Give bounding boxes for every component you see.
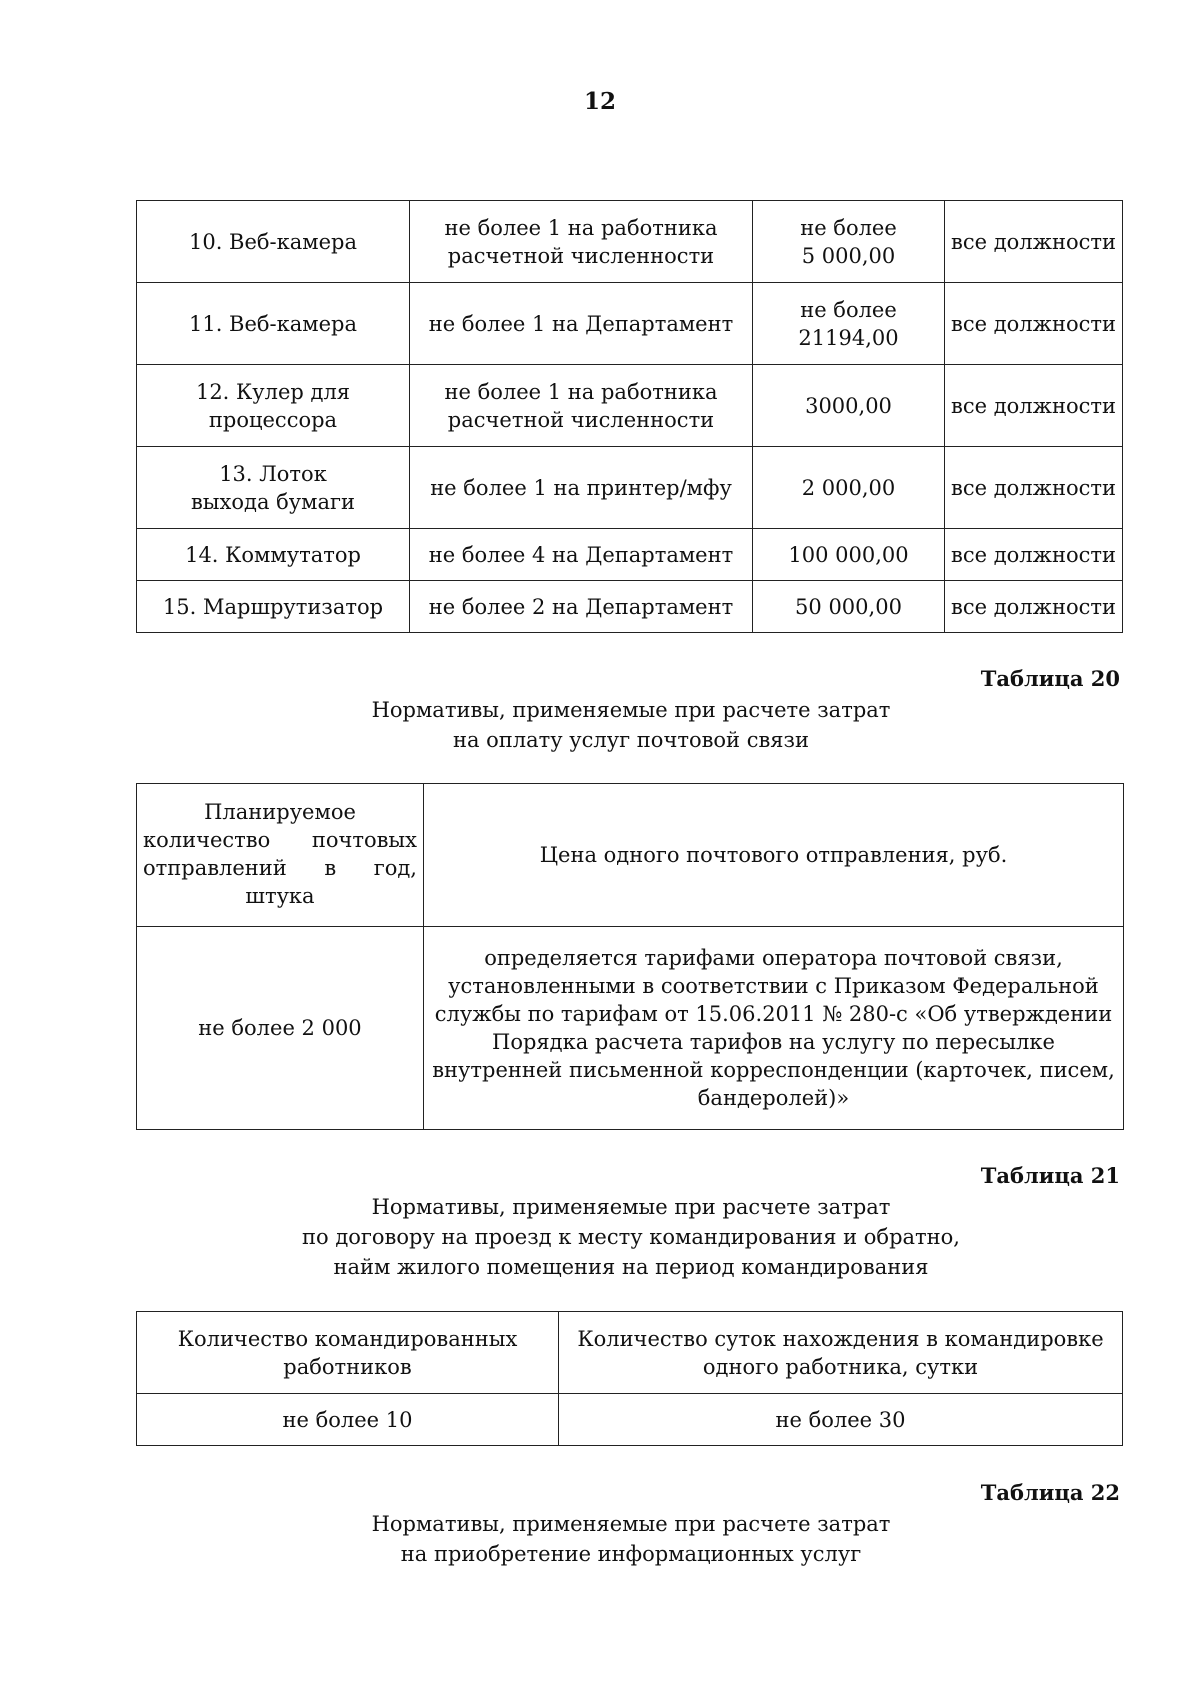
table-row — [137, 927, 1124, 1130]
item-name: 10. Веб-камера — [137, 201, 410, 283]
table-row — [137, 201, 1123, 283]
table-row — [137, 581, 1123, 633]
table-row — [137, 1394, 1123, 1446]
item-price: не более 21194,00 — [753, 283, 945, 365]
header-price: Цена одного почтового отправления, руб. — [424, 784, 1124, 927]
planned-quantity-value: не более 2 000 — [137, 927, 424, 1130]
days-count-value: не более 30 — [559, 1394, 1123, 1446]
item-name: 11. Веб-камера — [137, 283, 410, 365]
header-planned-quantity: Планируемое количество почтовых отправлений в год, штука — [137, 784, 424, 927]
travel-norms-table — [136, 1311, 1123, 1446]
table-21-caption: Нормативы, применяемые при расчете затрат по договору на проезд к месту командирования и обратно, найм жилого помещения на период командирования — [302, 1195, 960, 1279]
item-norm: не более 1 на Департамент — [410, 283, 753, 365]
table-22-label: Таблица 22 — [980, 1480, 1120, 1505]
item-norm: не более 4 на Департамент — [410, 529, 753, 581]
postal-norms-table — [136, 783, 1124, 1130]
table-header-row — [137, 784, 1124, 927]
item-price: 50 000,00 — [753, 581, 945, 633]
table-row — [137, 529, 1123, 581]
item-position: все должности — [945, 201, 1123, 283]
item-position: все должности — [945, 365, 1123, 447]
table-row — [137, 447, 1123, 529]
table-header-row — [137, 1312, 1123, 1394]
table-20-caption: Нормативы, применяемые при расчете затрат на оплату услуг почтовой связи — [371, 698, 891, 752]
item-norm: не более 2 на Департамент — [410, 581, 753, 633]
header-days-count: Количество суток нахождения в командировке одного работника, сутки — [559, 1312, 1123, 1394]
employees-count-value: не более 10 — [137, 1394, 559, 1446]
item-price: 2 000,00 — [753, 447, 945, 529]
table-row — [137, 365, 1123, 447]
table-22-caption: Нормативы, применяемые при расчете затрат на приобретение информационных услуг — [371, 1512, 891, 1566]
page-number: 12 — [583, 88, 616, 115]
item-norm: не более 1 на работника расчетной численности — [410, 201, 753, 283]
item-name: 15. Маршрутизатор — [137, 581, 410, 633]
item-price: 3000,00 — [753, 365, 945, 447]
item-name: 14. Коммутатор — [137, 529, 410, 581]
table-row — [137, 283, 1123, 365]
item-position: все должности — [945, 529, 1123, 581]
header-employees-count: Количество командированных работников — [137, 1312, 559, 1394]
item-position: все должности — [945, 283, 1123, 365]
item-name: 12. Кулер для процессора — [137, 365, 410, 447]
equipment-norms-table — [136, 200, 1123, 633]
item-norm: не более 1 на принтер/мфу — [410, 447, 753, 529]
price-value: определяется тарифами оператора почтовой связи, установленными в соответствии с Приказом Федеральной службы по тарифам от 15.06.2011 № 280-с «Об утверждении Порядка расчета тарифов на услугу по пересылке внутренней письменной корреспонденции (карточек, писем, бандеролей)» — [424, 927, 1124, 1130]
table-20-label: Таблица 20 — [980, 666, 1120, 691]
item-norm: не более 1 на работника расчетной численности — [410, 365, 753, 447]
item-price: не более 5 000,00 — [753, 201, 945, 283]
table-21-label: Таблица 21 — [980, 1163, 1120, 1188]
item-position: все должности — [945, 447, 1123, 529]
item-name: 13. Лоток выхода бумаги — [137, 447, 410, 529]
item-price: 100 000,00 — [753, 529, 945, 581]
item-position: все должности — [945, 581, 1123, 633]
